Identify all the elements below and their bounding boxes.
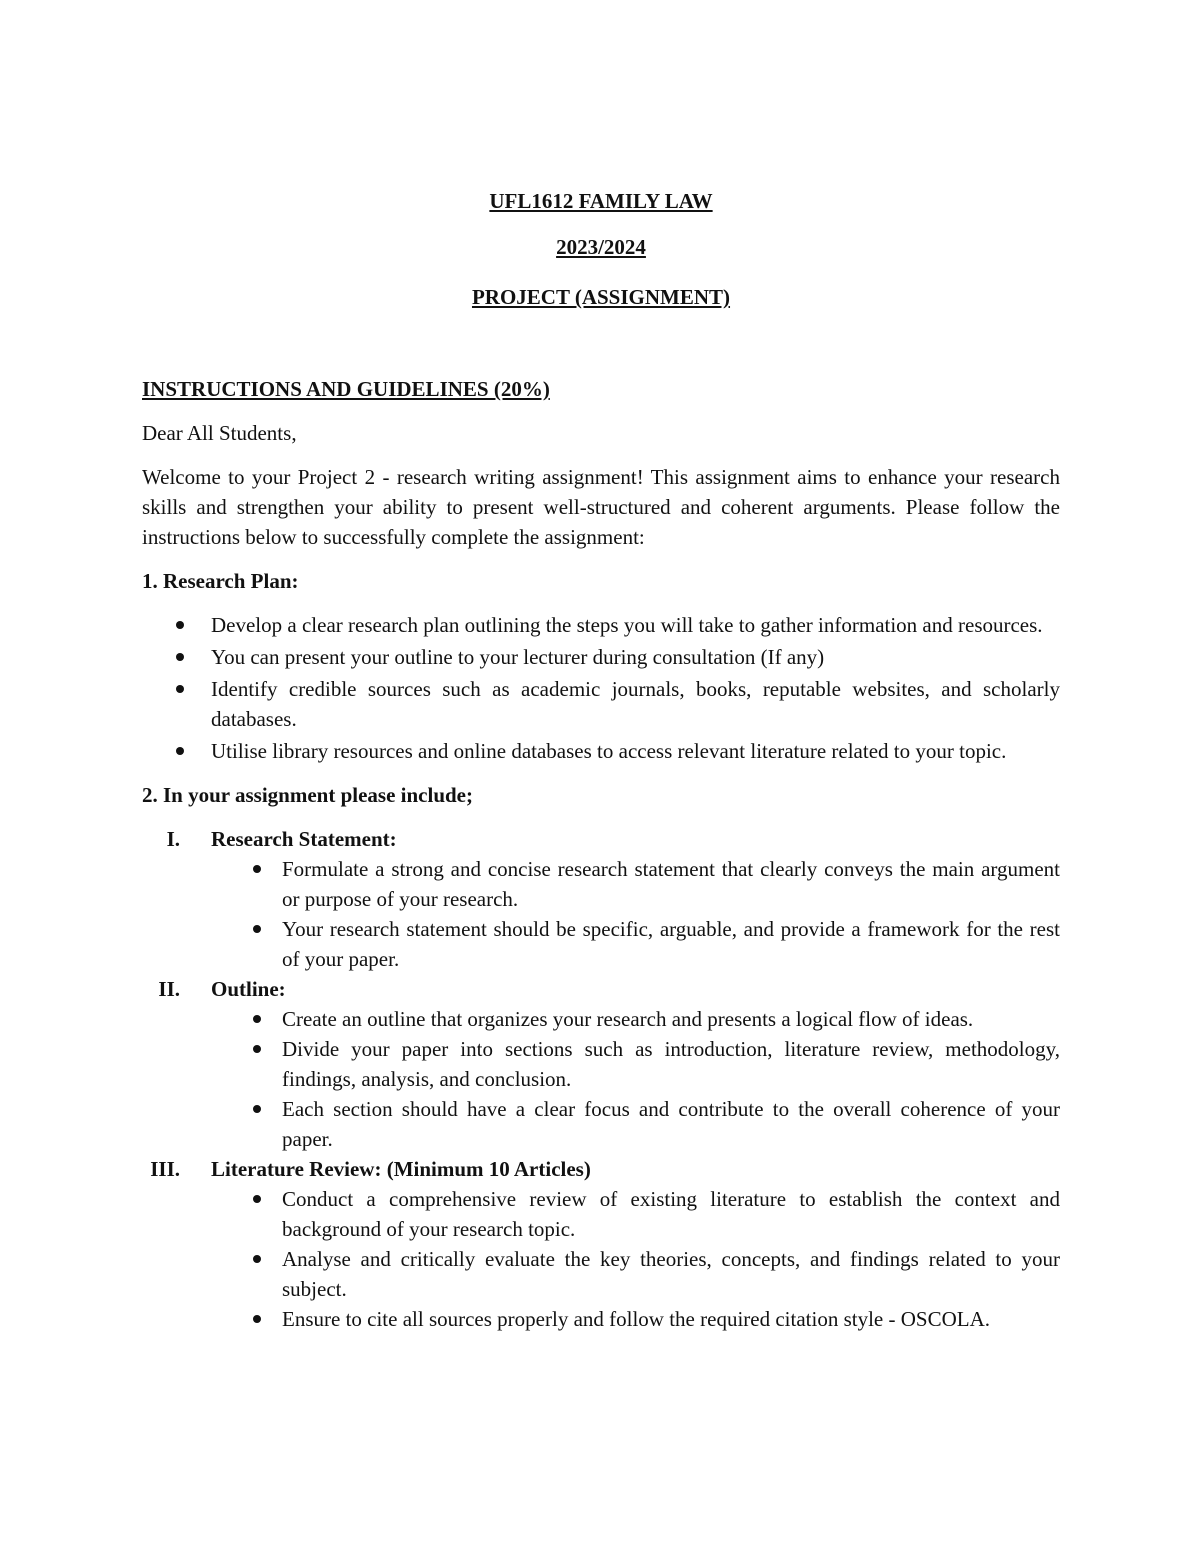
list-item — [142, 1034, 1060, 1094]
sub-list — [142, 854, 1060, 974]
bullet-icon — [253, 1315, 261, 1323]
list-item-text: Each section should have a clear focus and contribute to the overall coherence of your paper. — [282, 1097, 1060, 1151]
section-title: Outline: — [211, 977, 286, 1001]
bullet-icon — [176, 621, 184, 629]
list-item — [142, 1244, 1060, 1304]
list-item — [142, 914, 1060, 974]
instructions-heading: INSTRUCTIONS AND GUIDELINES (20%) — [142, 377, 550, 401]
list-item-text: Develop a clear research plan outlining the steps you will take to gather information and resources. — [211, 613, 1043, 637]
bullet-icon — [253, 1255, 261, 1263]
bullet-icon — [253, 1195, 261, 1203]
bullet-icon — [253, 925, 261, 933]
roman-numeral: III. — [150, 1157, 180, 1181]
list-item — [142, 674, 1060, 734]
document-page — [142, 186, 1060, 1334]
list-item-text: Formulate a strong and concise research statement that clearly conveys the main argument or purpose of your research. — [282, 857, 1060, 911]
list-item — [142, 610, 1060, 640]
bullet-icon — [253, 1105, 261, 1113]
list-item — [142, 642, 1060, 672]
section-research-statement — [142, 824, 1060, 974]
section-title: Research Statement: — [211, 827, 397, 851]
list-item-text: Conduct a comprehensive review of existing literature to establish the context and background of your research topic. — [282, 1187, 1060, 1241]
include-heading: 2. In your assignment please include; — [142, 783, 473, 807]
bullet-icon — [253, 1045, 261, 1053]
intro-paragraph: Welcome to your Project 2 - research writing assignment! This assignment aims to enhance your research skills and strengthen your ability to present well-structured and coherent arguments. Please follow the instructions below to successfully complete the assignment: — [142, 465, 1060, 549]
section-literature-review — [142, 1154, 1060, 1334]
list-item-text: Identify credible sources such as academic journals, books, reputable websites, and scholarly databases. — [211, 677, 1060, 731]
research-plan-heading: 1. Research Plan: — [142, 569, 299, 593]
project-title: PROJECT (ASSIGNMENT) — [471, 285, 731, 309]
section-heading — [142, 1154, 1060, 1184]
bullet-icon — [176, 653, 184, 661]
roman-numeral: I. — [166, 827, 180, 851]
list-item — [142, 1004, 1060, 1034]
list-item — [142, 1184, 1060, 1244]
session-year: 2023/2024 — [556, 235, 646, 259]
sub-list — [142, 1004, 1060, 1154]
roman-numeral: II. — [158, 977, 180, 1001]
list-item — [142, 1094, 1060, 1154]
greeting: Dear All Students, — [142, 421, 297, 445]
list-item — [142, 854, 1060, 914]
bullet-icon — [176, 747, 184, 755]
list-item-text: Ensure to cite all sources properly and follow the required citation style - OSCOLA. — [282, 1307, 990, 1331]
section-outline — [142, 974, 1060, 1154]
list-item-text: Your research statement should be specific, arguable, and provide a framework for the rest of your paper. — [282, 917, 1060, 971]
bullet-icon — [253, 865, 261, 873]
list-item — [142, 1304, 1060, 1334]
section-title: Literature Review: (Minimum 10 Articles) — [211, 1157, 591, 1181]
list-item-text: Divide your paper into sections such as introduction, literature review, methodology, findings, analysis, and conclusion. — [282, 1037, 1060, 1091]
list-item — [142, 736, 1060, 766]
section-heading — [142, 974, 1060, 1004]
sub-list — [142, 1184, 1060, 1334]
list-item-text: Analyse and critically evaluate the key theories, concepts, and findings related to your subject. — [282, 1247, 1060, 1301]
bullet-icon — [253, 1015, 261, 1023]
section-heading — [142, 824, 1060, 854]
list-item-text: Utilise library resources and online databases to access relevant literature related to your topic. — [211, 739, 1007, 763]
list-item-text: Create an outline that organizes your research and presents a logical flow of ideas. — [282, 1007, 974, 1031]
research-plan-list — [142, 610, 1060, 766]
bullet-icon — [176, 685, 184, 693]
course-title: UFL1612 FAMILY LAW — [489, 189, 713, 213]
list-item-text: You can present your outline to your lecturer during consultation (If any) — [211, 645, 825, 669]
